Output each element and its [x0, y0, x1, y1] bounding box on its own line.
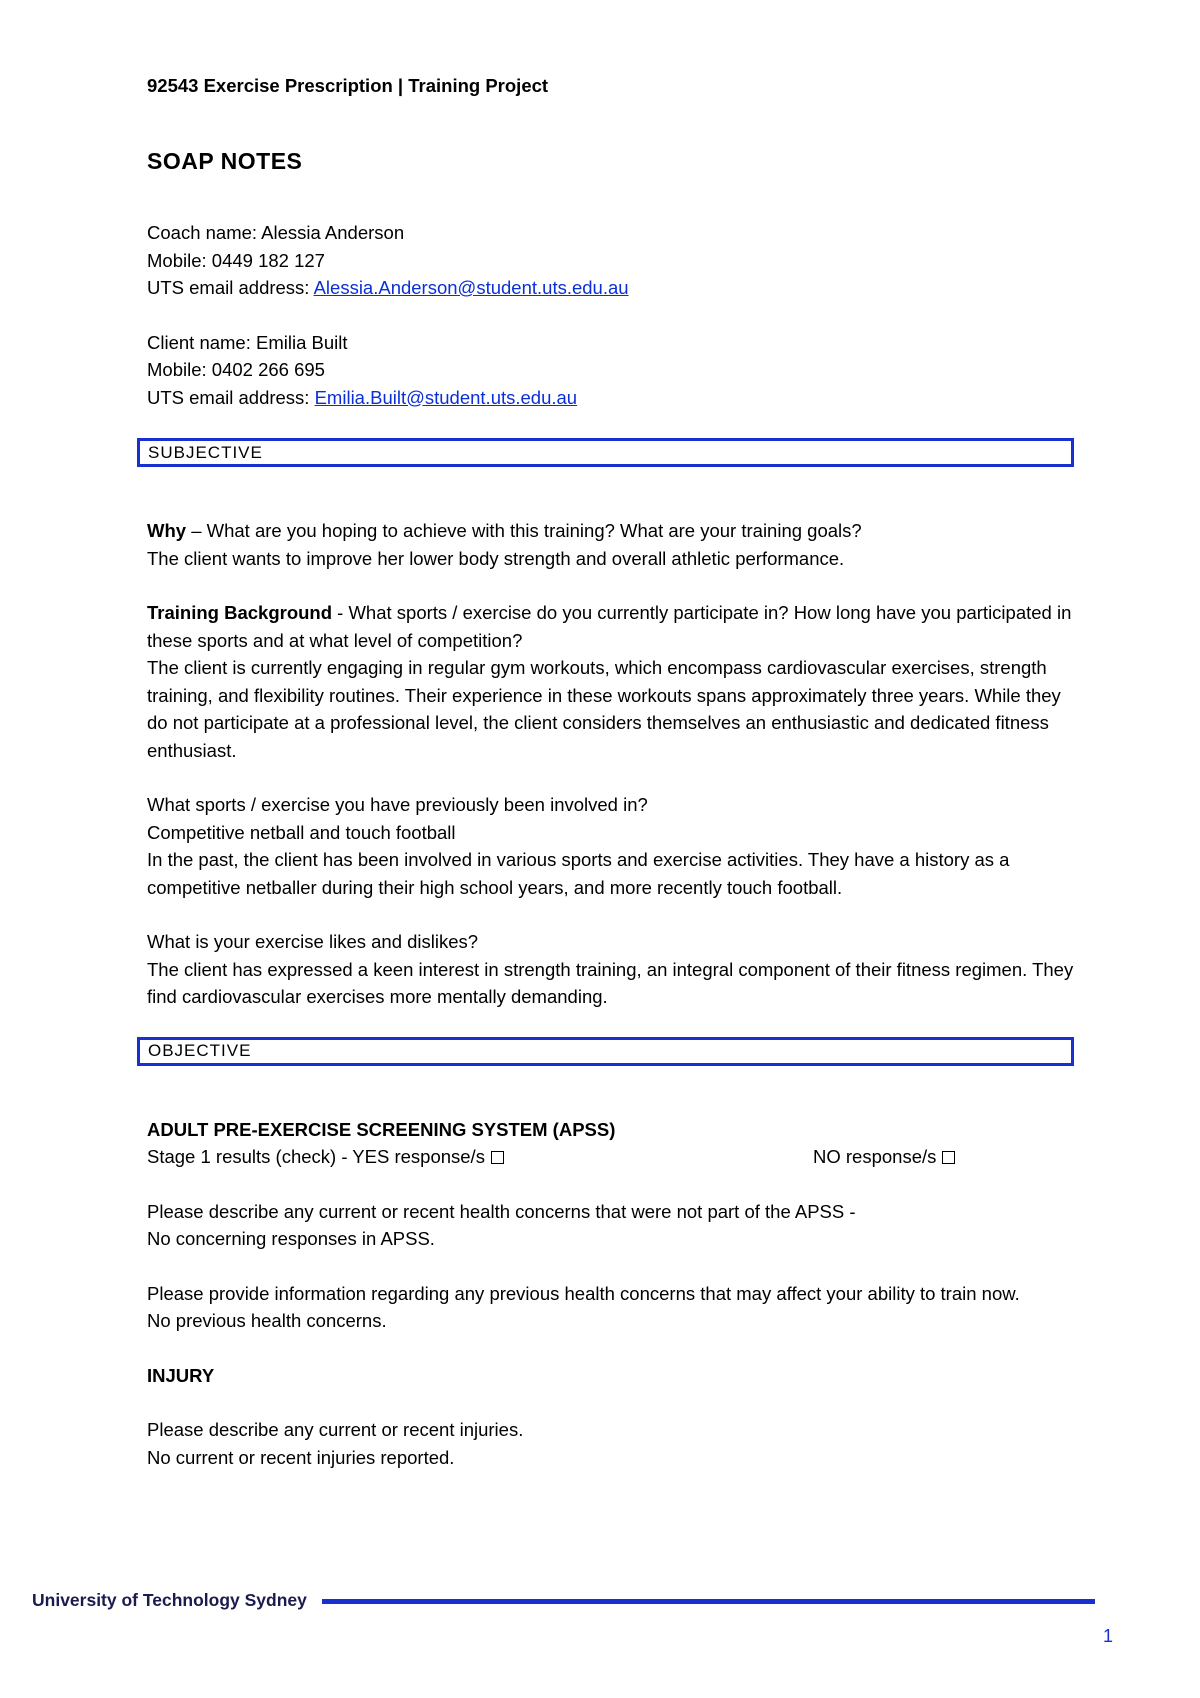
coach-contact [147, 219, 1077, 302]
apss-yes-group [147, 1143, 813, 1171]
training-background-question [147, 599, 1077, 654]
apss-no-checkbox[interactable] [942, 1151, 955, 1164]
page-content [147, 72, 1077, 1471]
previous-sports-answer-short: Competitive netball and touch football [147, 821, 456, 843]
document-title: SOAP NOTES [147, 148, 303, 174]
likes-dislikes-answer: The client has expressed a keen interest in strength training, an integral component of their fitness regimen. They find cardiovascular exercises more mentally demanding. [147, 958, 1074, 1007]
client-name: Client name: Emilia Built [147, 331, 348, 353]
client-email-line [147, 384, 1077, 412]
client-email-link[interactable]: Emilia.Built@student.uts.edu.au [314, 386, 578, 408]
footer-divider [322, 1599, 1095, 1604]
training-background-label: Training Background [147, 602, 333, 623]
previous-sports-answer-detail: In the past, the client has been involved in various sports and exercise activities. They have a history as a competitive netballer during their high school years, and more recently touch football. [147, 849, 1010, 898]
likes-dislikes-question: What is your exercise likes and dislikes? [147, 931, 479, 952]
training-background-answer: The client is currently engaging in regular gym workouts, which encompass cardiovascular exercises, strength training, and flexibility routines. Their experience in these workouts spans approximately three years. While they do not participate at a professional level, the client considers themselves an enthusiastic and dedicated fitness enthusiast. [147, 657, 1061, 761]
current-health-concerns-question: Please describe any current or recent health concerns that were not part of the APSS - [147, 1200, 856, 1222]
apss-stage1-row [147, 1143, 1077, 1171]
previous-sports-question: What sports / exercise you have previously been involved in? [147, 794, 648, 815]
previous-health-concerns-answer: No previous health concerns. [147, 1310, 387, 1331]
apss-no-label: NO response/s [813, 1146, 937, 1167]
why-question [147, 517, 1077, 545]
document-header: 92543 Exercise Prescription | Training Project [147, 75, 549, 96]
coach-email-label: UTS email address: [147, 277, 314, 298]
client-contact [147, 329, 1077, 412]
objective-section-heading [137, 1037, 1074, 1066]
apss-yes-checkbox[interactable] [491, 1151, 504, 1164]
apss-yes-label: Stage 1 results (check) - YES response/s [147, 1146, 485, 1167]
client-mobile: Mobile: 0402 266 695 [147, 359, 325, 380]
coach-mobile: Mobile: 0449 182 127 [147, 249, 325, 271]
injury-question: Please describe any current or recent injuries. [147, 1419, 524, 1440]
previous-health-concerns-question: Please provide information regarding any previous health concerns that may affect your ability to train now. [147, 1282, 1020, 1304]
objective-heading-text: OBJECTIVE [148, 1041, 252, 1061]
footer-organisation: University of Technology Sydney [32, 1590, 307, 1610]
page-number: 1 [1103, 1626, 1114, 1646]
coach-email-link[interactable]: Alessia.Anderson@student.uts.edu.au [313, 277, 629, 298]
coach-email-line [147, 274, 1077, 302]
why-label: Why [147, 520, 187, 541]
client-email-label: UTS email address: [147, 386, 315, 408]
injury-heading: INJURY [147, 1364, 215, 1386]
why-answer: The client wants to improve her lower body strength and overall athletic performance. [147, 547, 845, 569]
apss-heading: ADULT PRE-EXERCISE SCREENING SYSTEM (APSS) [147, 1118, 616, 1140]
training-background-question-text: - What sports / exercise do you currently participate in? How long have you participated in these sports and at what level of competition? [147, 602, 1072, 651]
subjective-section-heading [137, 438, 1074, 467]
why-question-text: – What are you hoping to achieve with this training? What are your training goals? [186, 520, 862, 541]
apss-no-group [813, 1143, 955, 1171]
subjective-heading-text: SUBJECTIVE [148, 442, 263, 462]
injury-answer: No current or recent injuries reported. [147, 1446, 455, 1468]
current-health-concerns-answer: No concerning responses in APSS. [147, 1228, 435, 1249]
coach-name: Coach name: Alessia Anderson [147, 222, 405, 243]
